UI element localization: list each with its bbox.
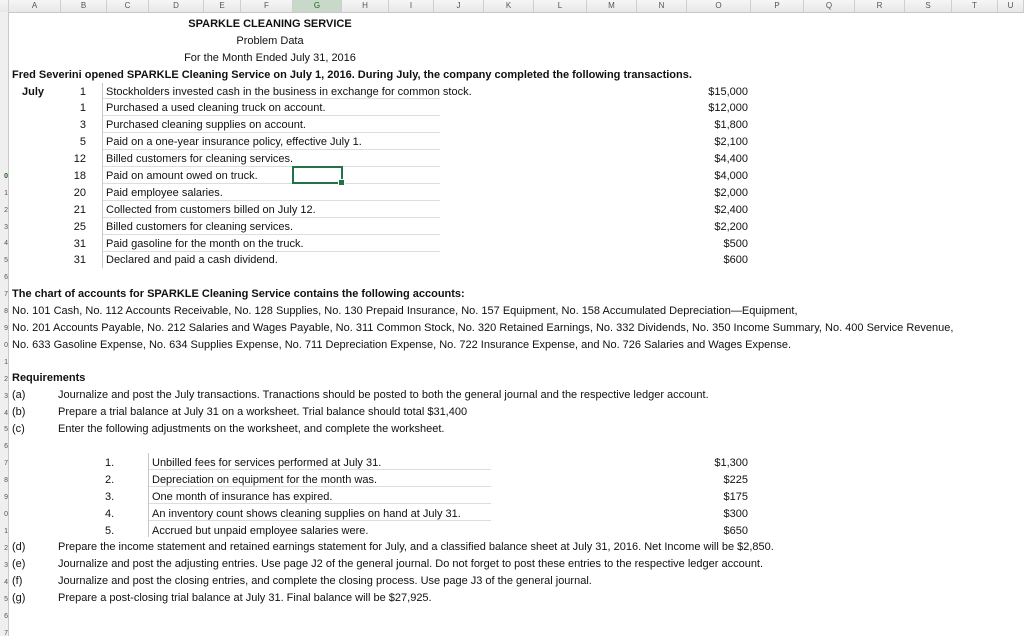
row-header[interactable]: 7: [4, 630, 8, 636]
select-all-corner[interactable]: [0, 0, 9, 12]
adjustment-description: Depreciation on equipment for the month was.: [152, 474, 378, 486]
adjustment-amount: $1,300: [714, 457, 748, 469]
row-header[interactable]: 3: [4, 562, 8, 569]
grid-line: [102, 83, 103, 268]
transaction-day: 5: [79, 136, 86, 148]
transaction-day: 1: [79, 102, 86, 114]
transaction-description: Stockholders invested cash in the business in exchange for common stock.: [106, 86, 472, 98]
transaction-amount: $4,000: [714, 170, 748, 182]
column-header-o[interactable]: O: [687, 0, 751, 12]
row-header[interactable]: 2: [4, 207, 8, 214]
row-header[interactable]: 6: [4, 274, 8, 281]
requirement-label: (d): [12, 541, 26, 553]
transaction-description: Billed customers for cleaning services.: [106, 153, 294, 165]
transaction-amount: $15,000: [708, 86, 748, 98]
grid-line: [102, 183, 440, 184]
column-header-g[interactable]: G: [293, 0, 342, 12]
transaction-description: Paid on a one-year insurance policy, effective July 1.: [106, 136, 362, 148]
requirement-text: Prepare a post-closing trial balance at July 31. Final balance will be $27,925.: [58, 592, 432, 604]
row-header[interactable]: 6: [4, 613, 8, 620]
transaction-amount: $2,100: [714, 136, 748, 148]
row-header[interactable]: 1: [4, 359, 8, 366]
requirement-label: (f): [12, 575, 23, 587]
grid-line: [102, 251, 440, 252]
row-header[interactable]: 7: [4, 460, 8, 467]
adjustment-amount: $300: [723, 508, 748, 520]
company-title: SPARKLE CLEANING SERVICE: [188, 18, 352, 30]
grid-line: [102, 200, 440, 201]
requirement-label: (g): [12, 592, 26, 604]
column-header-p[interactable]: P: [751, 0, 804, 12]
grid-line: [148, 453, 149, 537]
adjustment-number: 5.: [105, 525, 115, 537]
row-header[interactable]: 8: [4, 477, 8, 484]
column-header-n[interactable]: N: [637, 0, 687, 12]
transaction-amount: $2,200: [714, 221, 748, 233]
chart-of-accounts-heading: The chart of accounts for SPARKLE Cleaning Service contains the following accounts:: [12, 288, 465, 300]
fill-handle[interactable]: [338, 179, 345, 186]
requirement-text: Journalize and post the July transactions. Tranactions should be posted to both the general journal and the respective ledger account.: [58, 389, 709, 401]
grid-line: [102, 149, 440, 150]
transaction-day: 20: [73, 187, 86, 199]
requirement-label: (a): [12, 389, 26, 401]
row-header[interactable]: 5: [4, 596, 8, 603]
grid-line: [102, 234, 440, 235]
chart-of-accounts-line: No. 201 Accounts Payable, No. 212 Salaries and Wages Payable, No. 311 Common Stock, No. 320 Retained Earnings, No. 332 Dividends, No. 350 Income Summary, No. 400 Service Revenue,: [12, 322, 954, 334]
column-header-i[interactable]: I: [389, 0, 434, 12]
transaction-amount: $12,000: [708, 102, 748, 114]
grid-line: [102, 115, 440, 116]
column-header-j[interactable]: J: [434, 0, 484, 12]
problem-subtitle: Problem Data: [236, 35, 304, 47]
intro-text: Fred Severini opened SPARKLE Cleaning Service on July 1, 2016. During July, the company completed the following transactions.: [12, 69, 692, 81]
transaction-description: Purchased cleaning supplies on account.: [106, 119, 306, 131]
column-header-h[interactable]: H: [342, 0, 389, 12]
transaction-amount: $500: [723, 238, 748, 250]
adjustment-amount: $225: [723, 474, 748, 486]
requirement-text: Prepare a trial balance at July 31 on a worksheet. Trial balance should total $31,400: [58, 406, 468, 418]
transaction-description: Paid employee salaries.: [106, 187, 223, 199]
row-header[interactable]: 5: [4, 257, 8, 264]
requirement-label: (b): [12, 406, 26, 418]
transaction-day: 1: [79, 86, 86, 98]
adjustment-description: Accrued but unpaid employee salaries were.: [152, 525, 369, 537]
selected-cell[interactable]: [292, 166, 343, 184]
transaction-amount: $1,800: [714, 119, 748, 131]
transaction-amount: $2,000: [714, 187, 748, 199]
row-header[interactable]: 4: [4, 410, 8, 417]
row-header[interactable]: 4: [4, 579, 8, 586]
transaction-description: Paid on amount owed on truck.: [106, 170, 258, 182]
requirement-text: Prepare the income statement and retained earnings statement for July, and a classified balance sheet at July 31, 2016. Net Income will be $2,850.: [58, 541, 774, 553]
column-header-c[interactable]: C: [107, 0, 149, 12]
column-header-q[interactable]: Q: [804, 0, 855, 12]
requirement-text: Journalize and post the closing entries, and complete the closing process. Use page J3 of the general journal.: [58, 575, 592, 587]
period-subtitle: For the Month Ended July 31, 2016: [184, 52, 356, 64]
transaction-day: 31: [73, 238, 86, 250]
requirement-text: Enter the following adjustments on the worksheet, and complete the worksheet.: [58, 423, 445, 435]
grid-line: [102, 132, 440, 133]
column-header-d[interactable]: D: [149, 0, 204, 12]
transaction-description: Paid gasoline for the month on the truck.: [106, 238, 304, 250]
adjustment-number: 3.: [105, 491, 115, 503]
transaction-description: Purchased a used cleaning truck on account.: [106, 102, 326, 114]
transaction-description: Billed customers for cleaning services.: [106, 221, 294, 233]
transaction-amount: $4,400: [714, 153, 748, 165]
grid-line: [102, 217, 440, 218]
transaction-day: 18: [73, 170, 86, 182]
transaction-description: Collected from customers billed on July 12.: [106, 204, 316, 216]
row-header[interactable]: 7: [4, 291, 8, 298]
row-header[interactable]: 0: [4, 173, 8, 180]
transaction-day: 21: [73, 204, 86, 216]
row-header[interactable]: 4: [4, 240, 8, 247]
column-header-s[interactable]: S: [905, 0, 952, 12]
row-header-gutter: [0, 12, 9, 636]
requirements-heading: Requirements: [12, 372, 86, 384]
column-header-m[interactable]: M: [587, 0, 637, 12]
column-header-r[interactable]: R: [855, 0, 905, 12]
row-header[interactable]: 9: [4, 494, 8, 501]
adjustment-description: Unbilled fees for services performed at July 31.: [152, 457, 382, 469]
chart-of-accounts-line: No. 101 Cash, No. 112 Accounts Receivable, No. 128 Supplies, No. 130 Prepaid Insurance, No. 157 Equipment, No. 158 Accumulated Depreciation—Equipment,: [12, 305, 798, 317]
row-header[interactable]: 2: [4, 545, 8, 552]
column-header-a[interactable]: A: [9, 0, 61, 12]
column-header-b[interactable]: B: [61, 0, 107, 12]
adjustment-number: 1.: [105, 457, 115, 469]
column-header-bar: [0, 0, 1024, 13]
transaction-day: 25: [73, 221, 86, 233]
transaction-day: 12: [73, 153, 86, 165]
transaction-amount: $600: [723, 254, 748, 266]
chart-of-accounts-line: No. 633 Gasoline Expense, No. 634 Supplies Expense, No. 711 Depreciation Expense, No. 722 Insurance Expense, and No. 726 Salaries and Wages Expense.: [12, 339, 792, 351]
transaction-day: 31: [73, 254, 86, 266]
column-header-u[interactable]: U: [998, 0, 1024, 12]
column-header-e[interactable]: E: [204, 0, 241, 12]
row-header[interactable]: 9: [4, 325, 8, 332]
row-header[interactable]: 3: [4, 393, 8, 400]
adjustment-description: An inventory count shows cleaning supplies on hand at July 31.: [152, 508, 461, 520]
row-header[interactable]: 0: [4, 342, 8, 349]
transaction-amount: $2,400: [714, 204, 748, 216]
month-label: July: [22, 86, 45, 98]
adjustment-amount: $650: [723, 525, 748, 537]
adjustment-amount: $175: [723, 491, 748, 503]
adjustment-number: 4.: [105, 508, 115, 520]
column-header-f[interactable]: F: [241, 0, 293, 12]
requirement-text: Journalize and post the adjusting entries. Use page J2 of the general journal. Do not forget to post these entries to the respective ledger account.: [58, 558, 764, 570]
requirement-label: (c): [12, 423, 25, 435]
row-header[interactable]: 0: [4, 511, 8, 518]
transaction-description: Declared and paid a cash dividend.: [106, 254, 278, 266]
row-header[interactable]: 3: [4, 224, 8, 231]
grid-line: [102, 166, 440, 167]
row-header[interactable]: 6: [4, 443, 8, 450]
adjustment-number: 2.: [105, 474, 115, 486]
column-header-k[interactable]: K: [484, 0, 534, 12]
column-header-l[interactable]: L: [534, 0, 587, 12]
adjustment-description: One month of insurance has expired.: [152, 491, 333, 503]
transaction-day: 3: [79, 119, 86, 131]
row-header[interactable]: 8: [4, 308, 8, 315]
row-header[interactable]: 1: [4, 190, 8, 197]
column-header-t[interactable]: T: [952, 0, 998, 12]
requirement-label: (e): [12, 558, 26, 570]
row-header[interactable]: 5: [4, 426, 8, 433]
row-header[interactable]: 2: [4, 376, 8, 383]
row-header[interactable]: 1: [4, 528, 8, 535]
